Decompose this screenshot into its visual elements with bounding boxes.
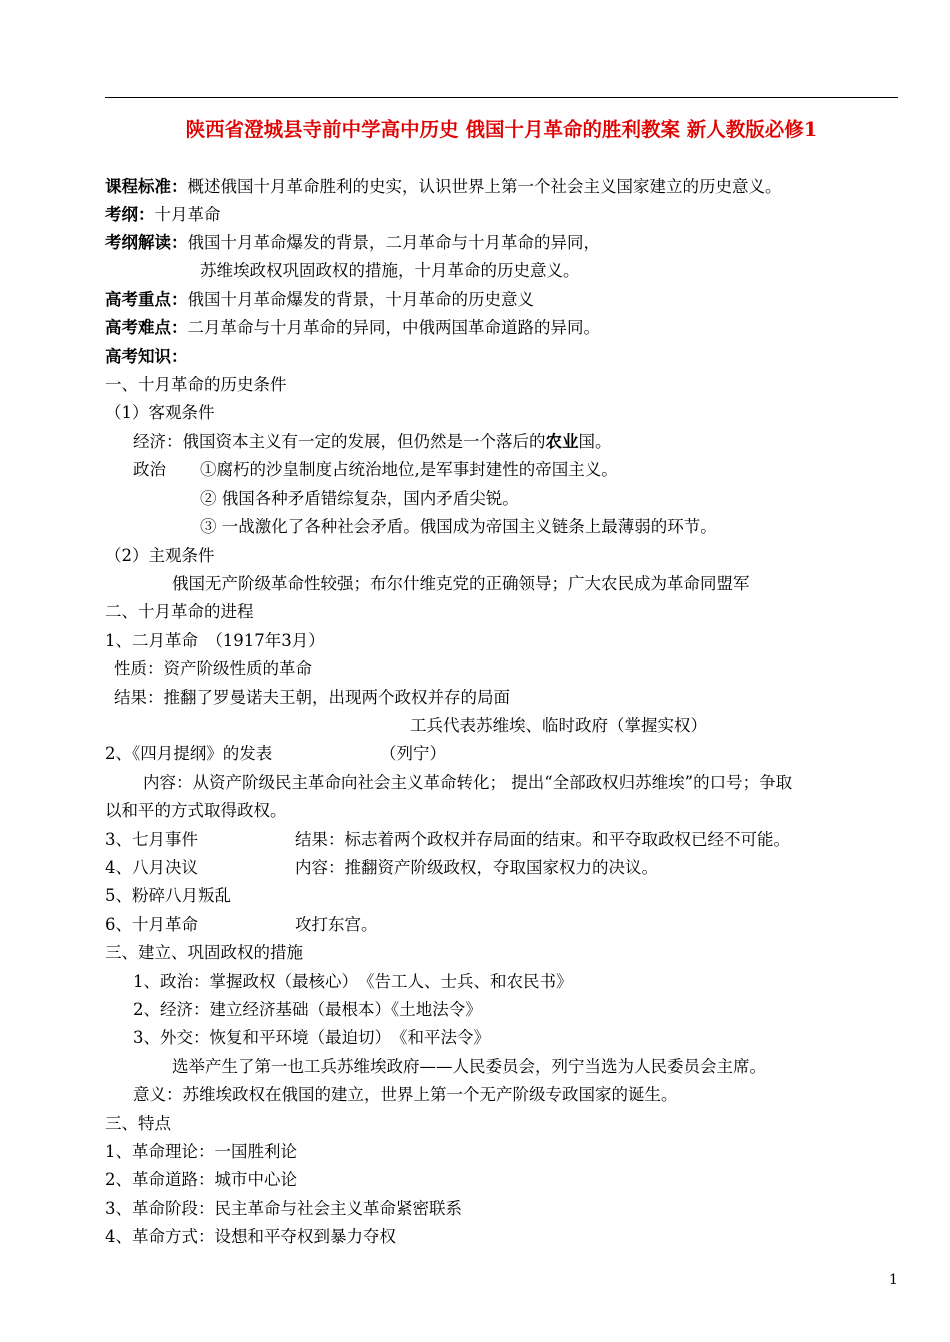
difficulties-label: 高考难点： (105, 318, 188, 337)
course-standard-label: 课程标准： (105, 177, 188, 196)
august-content: 内容：推翻资产阶级政权，夺取国家权力的决议。 (295, 858, 658, 877)
economy-line (133, 431, 612, 453)
politics-point-1: ①腐朽的沙皇制度占统治地位,是军事封建性的帝国主义。 (200, 460, 618, 479)
outline-line (105, 204, 221, 226)
april-content-2: 以和平的方式取得政权。 (105, 801, 287, 820)
economy-text: 经济：俄国资本主义有一定的发展，但仍然是一个落后的 (133, 432, 546, 451)
july-days: 3、七月事件 (105, 830, 198, 849)
key-points-line (105, 289, 534, 311)
april-author: （列宁） (380, 744, 446, 763)
document-title: 陕西省澄城县寺前中学高中历史 俄国十月革命的胜利教案 新人教版必修1 (185, 118, 818, 141)
section-1-heading: 一、十月革命的历史条件 (105, 375, 287, 394)
feb-nature: 性质：资产阶级性质的革命 (114, 659, 312, 678)
feb-revolution: 1、二月革命 （1917年3月） (105, 631, 325, 650)
section-3-heading: 三、建立、巩固政权的措施 (105, 943, 303, 962)
objective-conditions: （1）客观条件 (105, 403, 215, 422)
politics-point-2: ② 俄国各种矛盾错综复杂，国内矛盾尖锐。 (200, 489, 519, 508)
politics-label: 政治 (133, 460, 166, 479)
august-resolution: 4、八月决议 (105, 858, 198, 877)
august-rebellion: 5、粉碎八月叛乱 (105, 886, 231, 905)
feature-4: 4、革命方式：设想和平夺权到暴力夺权 (105, 1227, 396, 1246)
economy-end: 国。 (578, 432, 612, 451)
october-revolution: 6、十月革命 (105, 915, 198, 934)
header-rule (105, 97, 898, 98)
july-result: 结果：标志着两个政权并存局面的结束。和平夺取政权已经不可能。 (295, 830, 790, 849)
key-points-text: 俄国十月革命爆发的背景，十月革命的历史意义 (187, 290, 534, 309)
knowledge-label: 高考知识： (105, 347, 188, 366)
outline-label: 考纲： (105, 205, 155, 224)
significance-text: 意义：苏维埃政权在俄国的建立，世界上第一个无产阶级专政国家的诞生。 (133, 1085, 678, 1104)
measure-diplomacy: 3、外交：恢复和平环境（最迫切） 《和平法令》 (133, 1028, 490, 1047)
feature-3: 3、革命阶段：民主革命与社会主义革命紧密联系 (105, 1199, 462, 1218)
interpretation-text-1: 俄国十月革命爆发的背景，二月革命与十月革命的异同， (187, 233, 600, 252)
feature-2: 2、革命道路：城市中心论 (105, 1170, 297, 1189)
measure-politics: 1、政治：掌握政权（最核心） 《告工人、士兵、和农民书》 (133, 972, 573, 991)
interpretation-label: 考纲解读： (105, 233, 188, 252)
october-event: 攻打东宫。 (295, 915, 378, 934)
election-text: 选举产生了第一也工兵苏维埃政府——人民委员会，列宁当选为人民委员会主席。 (172, 1057, 766, 1076)
measure-economy: 2、经济：建立经济基础（最根本）《土地法令》 (133, 1000, 482, 1019)
section-4-heading: 三、特点 (105, 1114, 171, 1133)
course-standard-text: 概述俄国十月革命胜利的史实，认识世界上第一个社会主义国家建立的历史意义。 (187, 177, 782, 196)
politics-point-3: ③ 一战激化了各种社会矛盾。俄国成为帝国主义链条上最薄弱的环节。 (200, 517, 717, 536)
feb-powers: 工兵代表苏维埃、临时政府（掌握实权） (410, 716, 707, 735)
subjective-conditions: （2）主观条件 (105, 546, 215, 565)
feature-1: 1、革命理论：一国胜利论 (105, 1142, 297, 1161)
difficulties-text: 二月革命与十月革命的异同，中俄两国革命道路的异同。 (187, 318, 600, 337)
interpretation-text-2: 苏维埃政权巩固政权的措施，十月革命的历史意义。 (200, 261, 580, 280)
april-theses: 2、《四月提纲》的发表 (105, 744, 273, 763)
course-standard-line (105, 176, 782, 198)
outline-text: 十月革命 (154, 205, 221, 224)
key-points-label: 高考重点： (105, 290, 188, 309)
page-number: 1 (889, 1272, 898, 1288)
subjective-text: 俄国无产阶级革命性较强；布尔什维克党的正确领导；广大农民成为革命同盟军 (172, 574, 750, 593)
april-content-1: 内容：从资产阶级民主革命向社会主义革命转化； 提出“全部政权归苏维埃”的口号；争取 (143, 773, 793, 792)
section-2-heading: 二、十月革命的进程 (105, 602, 254, 621)
economy-bold: 农业 (545, 432, 579, 451)
interpretation-line (105, 232, 600, 254)
difficulties-line (105, 317, 600, 339)
feb-result: 结果：推翻了罗曼诺夫王朝，出现两个政权并存的局面 (114, 688, 510, 707)
